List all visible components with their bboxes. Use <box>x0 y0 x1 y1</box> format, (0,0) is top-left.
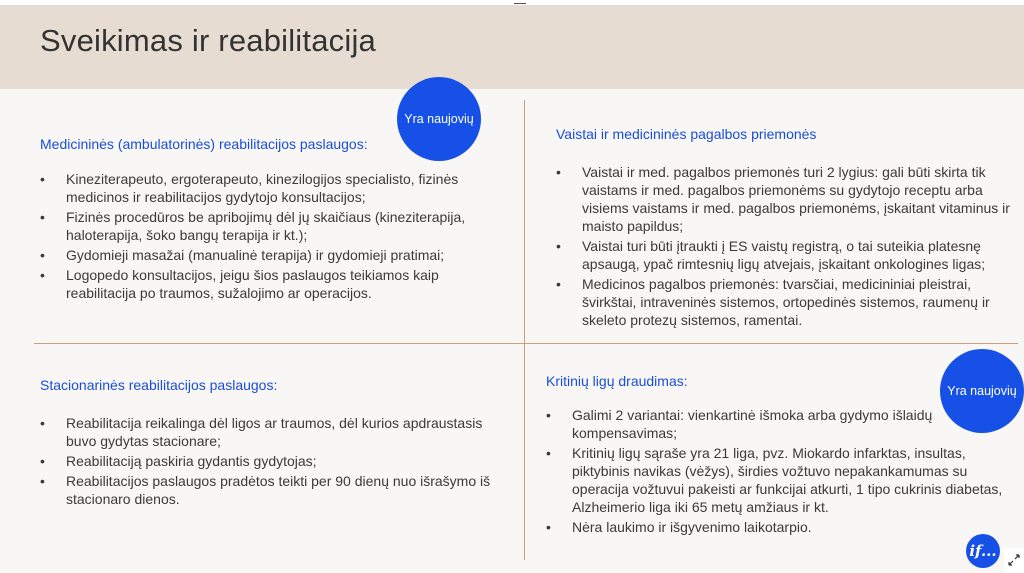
if-logo <box>966 534 1000 568</box>
badge-label: Yra naujovių <box>404 111 474 126</box>
list-item: • Kineziterapeuto, ergoterapeuto, kinezilogijos specialisto, fizinės medicinos ir reabilitacijos gydytojo konsultacijos; <box>40 170 485 206</box>
slide-title: Sveikimas ir reabilitacija <box>40 23 376 58</box>
list-item: • Fizinės procedūros be apribojimų dėl jų skaičiaus (kineziterapija, haloterapija, šoko bangų terapija ir kt.); <box>40 208 485 244</box>
quadrant-title-inpatient-rehab: Stacionarinės reabilitacijos paslaugos: <box>40 377 278 393</box>
corner-panel <box>1004 548 1024 573</box>
new-features-badge <box>397 77 481 161</box>
list-item: • Vaistai ir med. pagalbos priemonės turi 2 lygius: gali būti skirta tik vaistams ir med. pagalbos priemonėms su gydytojo receptu arba visiems vaistams ir med. pagalbos priemonėms, įskaitant vitaminus ir maisto papildus; <box>556 163 1016 235</box>
list-item: • Reabilitacijos paslaugos pradėtos teikti per 90 dienų nuo išrašymo iš stacionaro dienos. <box>40 472 505 508</box>
quadrant-title-critical-illness: Kritinių ligų draudimas: <box>546 373 688 389</box>
logo-text: if... <box>969 542 997 560</box>
badge-label: Yra naujovių <box>947 383 1017 398</box>
list-critical-illness <box>546 406 1016 538</box>
horizontal-divider <box>34 343 1018 344</box>
list-item: • Galimi 2 variantai: vienkartinė išmoka arba gydymo išlaidų kompensavimas; <box>546 406 1016 442</box>
list-inpatient-rehab <box>40 414 505 510</box>
list-item: • Medicinos pagalbos priemonės: tvarsčiai, medicininiai pleistrai, švirkštai, intraveninės sistemos, ortopedinės sistemos, raumenų ir skeleto protezų sistemos, ramentai. <box>556 275 1016 329</box>
list-ambulatory-rehab <box>40 170 485 304</box>
list-item: • Nėra laukimo ir išgyvenimo laikotarpio. <box>546 518 1016 536</box>
underscore-mark <box>514 0 526 4</box>
list-item: • Gydomieji masažai (manualinė terapija) ir gydomieji pratimai; <box>40 246 485 264</box>
list-item: • Logopedo konsultacijos, jeigu šios paslaugos teikiamos kaip reabilitacija po traumos, sužalojimo ar operacijos. <box>40 266 485 302</box>
list-item: • Reabilitacija reikalinga dėl ligos ar traumos, dėl kurios apdraustasis buvo gydytas stacionare; <box>40 414 505 450</box>
list-item: • Vaistai turi būti įtraukti į ES vaistų registrą, o tai suteikia platesnę apsaugą, ypač rimtesnių ligų atvejais, įskaitant onkologines ligas; <box>556 237 1016 273</box>
slide-header <box>0 5 1024 89</box>
vertical-divider <box>524 100 525 560</box>
list-item: • Reabilitaciją paskiria gydantis gydytojas; <box>40 452 505 470</box>
list-item: • Kritinių ligų sąraše yra 21 liga, pvz. Miokardo infarktas, insultas, piktybinis navikas (vėžys), širdies vožtuvo nepakankamumas su operacija vožtuvui pakeisti ar funkcijai atkurti, 1 tipo cukrinis diabetas, Alzheimerio liga iki 65 metų amžiaus ir kt. <box>546 444 1016 516</box>
quadrant-title-medicines: Vaistai ir medicininės pagalbos priemonės <box>556 126 817 142</box>
expand-icon[interactable] <box>1008 554 1020 566</box>
list-medicines <box>556 163 1016 331</box>
quadrant-title-ambulatory-rehab: Medicininės (ambulatorinės) reabilitacijos paslaugos: <box>40 136 368 152</box>
